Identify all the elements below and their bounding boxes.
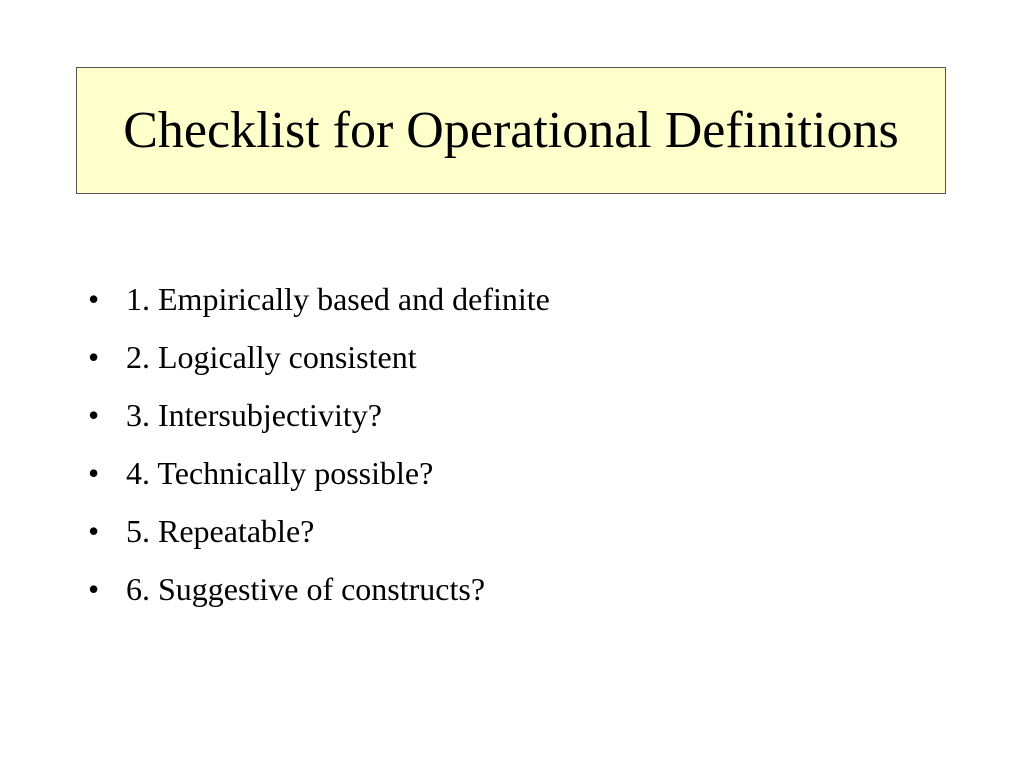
- slide-title: Checklist for Operational Definitions: [123, 101, 899, 159]
- bullet-icon: •: [88, 397, 100, 433]
- list-item: [88, 454, 948, 512]
- list-item-text: 6. Suggestive of constructs?: [126, 571, 486, 607]
- list-item: [88, 338, 948, 396]
- list-item: [88, 280, 948, 338]
- bullet-icon: •: [88, 455, 100, 491]
- bullet-list: [88, 280, 948, 628]
- bullet-icon: •: [88, 281, 100, 317]
- list-item-text: 1. Empirically based and definite: [126, 281, 550, 317]
- list-item: [88, 396, 948, 454]
- list-item-text: 5. Repeatable?: [126, 513, 315, 549]
- list-item: [88, 570, 948, 628]
- list-item: [88, 512, 948, 570]
- list-item-text: 4. Technically possible?: [126, 455, 434, 491]
- list-item-text: 2. Logically consistent: [126, 339, 417, 375]
- bullet-icon: •: [88, 571, 100, 607]
- title-box: [76, 67, 946, 194]
- bullet-icon: •: [88, 513, 100, 549]
- list-item-text: 3. Intersubjectivity?: [126, 397, 382, 433]
- bullet-icon: •: [88, 339, 100, 375]
